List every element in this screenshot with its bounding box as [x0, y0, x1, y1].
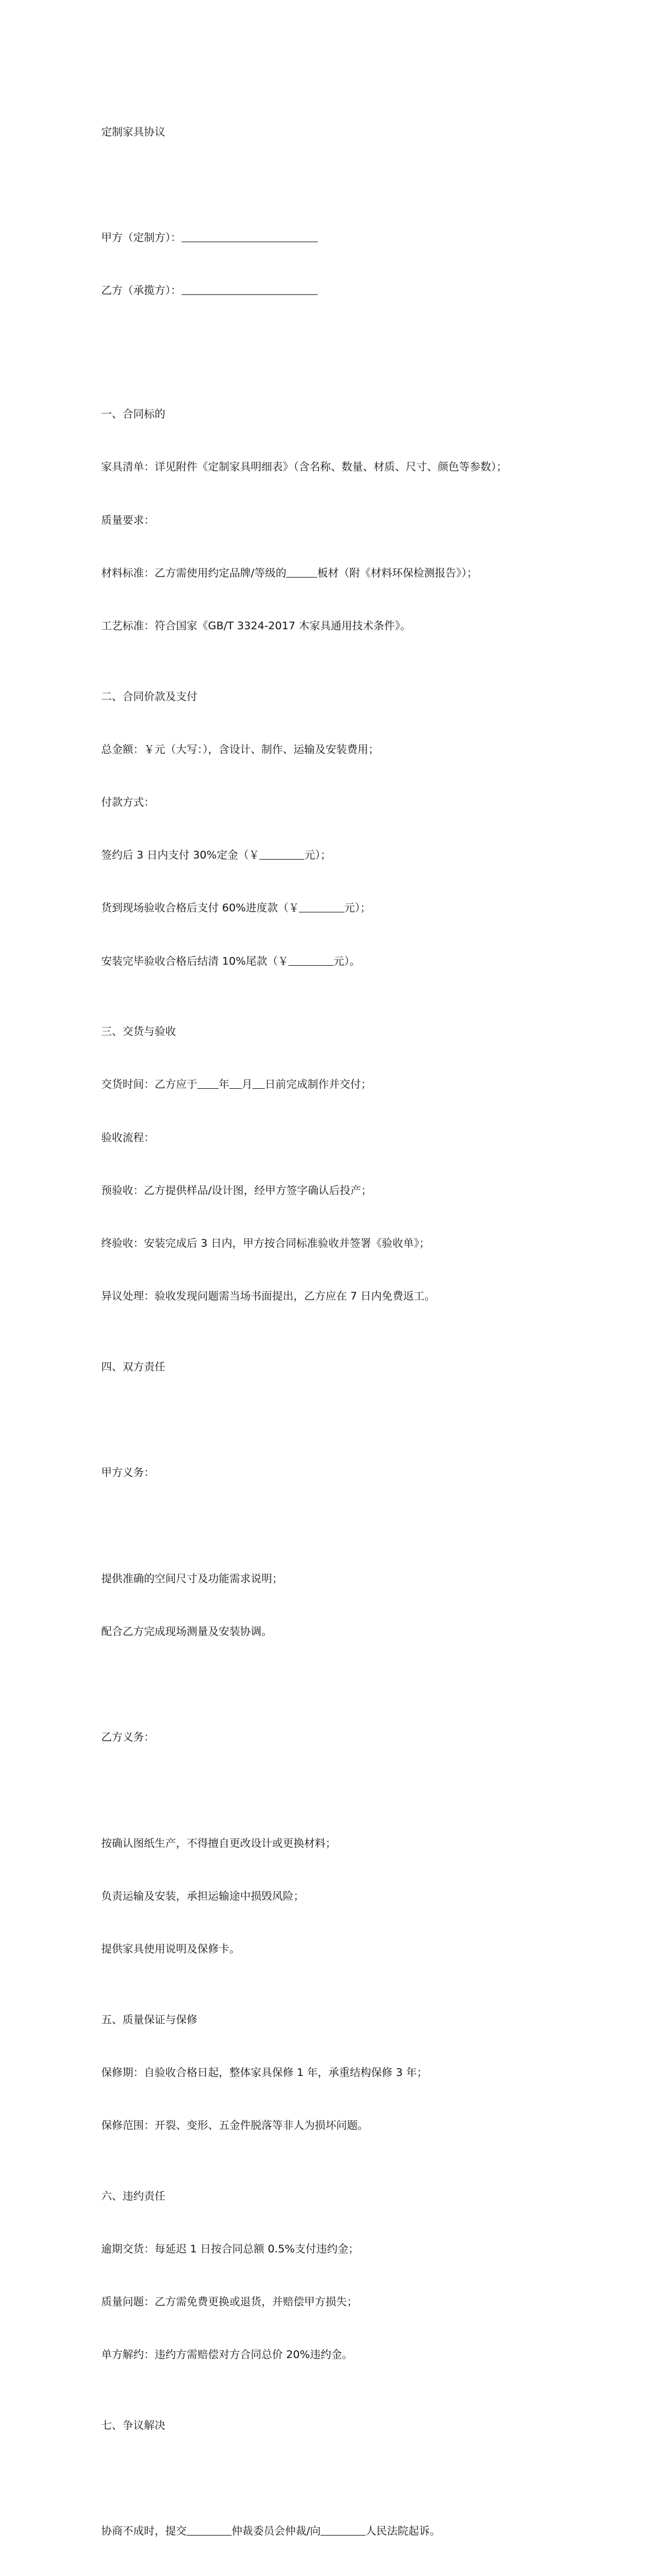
party-b-duties-title: 乙方义务： — [101, 1731, 155, 1744]
clause-objection: 异议处理：验收发现问题需当场书面提出，乙方应在 7 日内免费返工。 — [101, 1290, 436, 1303]
clause-furniture-list: 家具清单：详见附件《定制家具明细表》（含名称、数量、材质、尺寸、颜色等参数）； — [101, 461, 508, 474]
clause-acceptance-process: 验收流程： — [101, 1131, 155, 1144]
section-6-heading: 六、违约责任 — [101, 2189, 166, 2202]
clause-warranty-scope: 保修范围：开裂、变形、五金件脱落等非人为损坏问题。 — [101, 2119, 369, 2132]
document-title: 定制家具协议 — [101, 125, 166, 138]
deposit-blank[interactable] — [259, 848, 304, 860]
payment-deposit: 签约后 3 日内支付 30%定金（￥ 元）； — [101, 849, 331, 862]
clause-final-acceptance: 终验收：安装完成后 3 日内，甲方按合同标准验收并签署《验收单》； — [101, 1237, 430, 1250]
clause-pre-acceptance: 预验收：乙方提供样品/设计图，经甲方签字确认后投产； — [101, 1184, 372, 1197]
party-a-duty: 配合乙方完成现场测量及安装协调。 — [101, 1625, 273, 1638]
party-a-duties-title: 甲方义务： — [101, 1466, 155, 1479]
clause-quality: 质量要求： — [101, 514, 155, 526]
clause-total: 总金额：￥元（大写：），含设计、制作、运输及安装费用； — [101, 743, 379, 756]
year-blank[interactable] — [197, 1077, 219, 1089]
clause-warranty-period: 保修期：自验收合格日起，整体家具保修 1 年，承重结构保修 3 年； — [101, 2066, 428, 2079]
party-b-blank[interactable] — [182, 283, 318, 295]
progress-blank[interactable] — [299, 901, 344, 912]
clause-craft: 工艺标准：符合国家《GB/T 3324-2017 木家具通用技术条件》。 — [101, 620, 411, 633]
section-4-heading: 四、双方责任 — [101, 1360, 166, 1373]
clause-material: 材料标准：乙方需使用约定品牌/等级的 板材（附《材料环保检测报告》）； — [101, 566, 478, 579]
contract-body — [101, 88, 607, 2576]
clause-delivery-time: 交货时间：乙方应于 年 月 日前完成制作并交付； — [101, 1078, 372, 1091]
section-7-heading: 七、争议解决 — [101, 2419, 166, 2432]
final-blank[interactable] — [288, 954, 333, 966]
section-1-heading: 一、合同标的 — [101, 408, 166, 421]
court-blank[interactable] — [320, 2524, 365, 2536]
party-a-line: 甲方（定制方）： — [101, 229, 607, 247]
party-b-duty: 负责运输及安装，承担运输途中损毁风险； — [101, 1889, 305, 1902]
party-a-duty: 提供准确的空间尺寸及功能需求说明； — [101, 1572, 283, 1585]
payment-progress: 货到现场验收合格后支付 60%进度款（￥ 元）； — [101, 902, 371, 915]
arbitration-blank[interactable] — [187, 2524, 232, 2536]
clause-dispute: 协商不成时，提交 仲裁委员会仲裁/向 人民法院起诉。 — [101, 2525, 441, 2538]
section-2-heading: 二、合同价款及支付 — [101, 690, 198, 703]
clause-quality-issue: 质量问题：乙方需免费更换或退货，并赔偿甲方损失； — [101, 2296, 358, 2309]
party-a-blank[interactable] — [182, 230, 318, 242]
clause-late-delivery: 逾期交货：每延迟 1 日按合同总额 0.5%支付违约金； — [101, 2242, 359, 2255]
section-3-heading: 三、交货与验收 — [101, 1025, 177, 1038]
month-blank[interactable] — [229, 1077, 242, 1089]
party-b-duty: 按确认图纸生产，不得擅自更改设计或更换材料； — [101, 1837, 337, 1850]
party-b-line: 乙方（承揽方）： — [101, 282, 607, 299]
clause-payment-method: 付款方式： — [101, 796, 155, 809]
clause-termination: 单方解约：违约方需赔偿对方合同总价 20%违约金。 — [101, 2348, 353, 2361]
day-blank[interactable] — [252, 1077, 265, 1089]
material-blank[interactable] — [286, 566, 317, 578]
party-b-duty: 提供家具使用说明及保修卡。 — [101, 1943, 241, 1956]
section-5-heading: 五、质量保证与保修 — [101, 2013, 198, 2026]
payment-final: 安装完毕验收合格后结清 10%尾款（￥ 元）。 — [101, 955, 360, 967]
